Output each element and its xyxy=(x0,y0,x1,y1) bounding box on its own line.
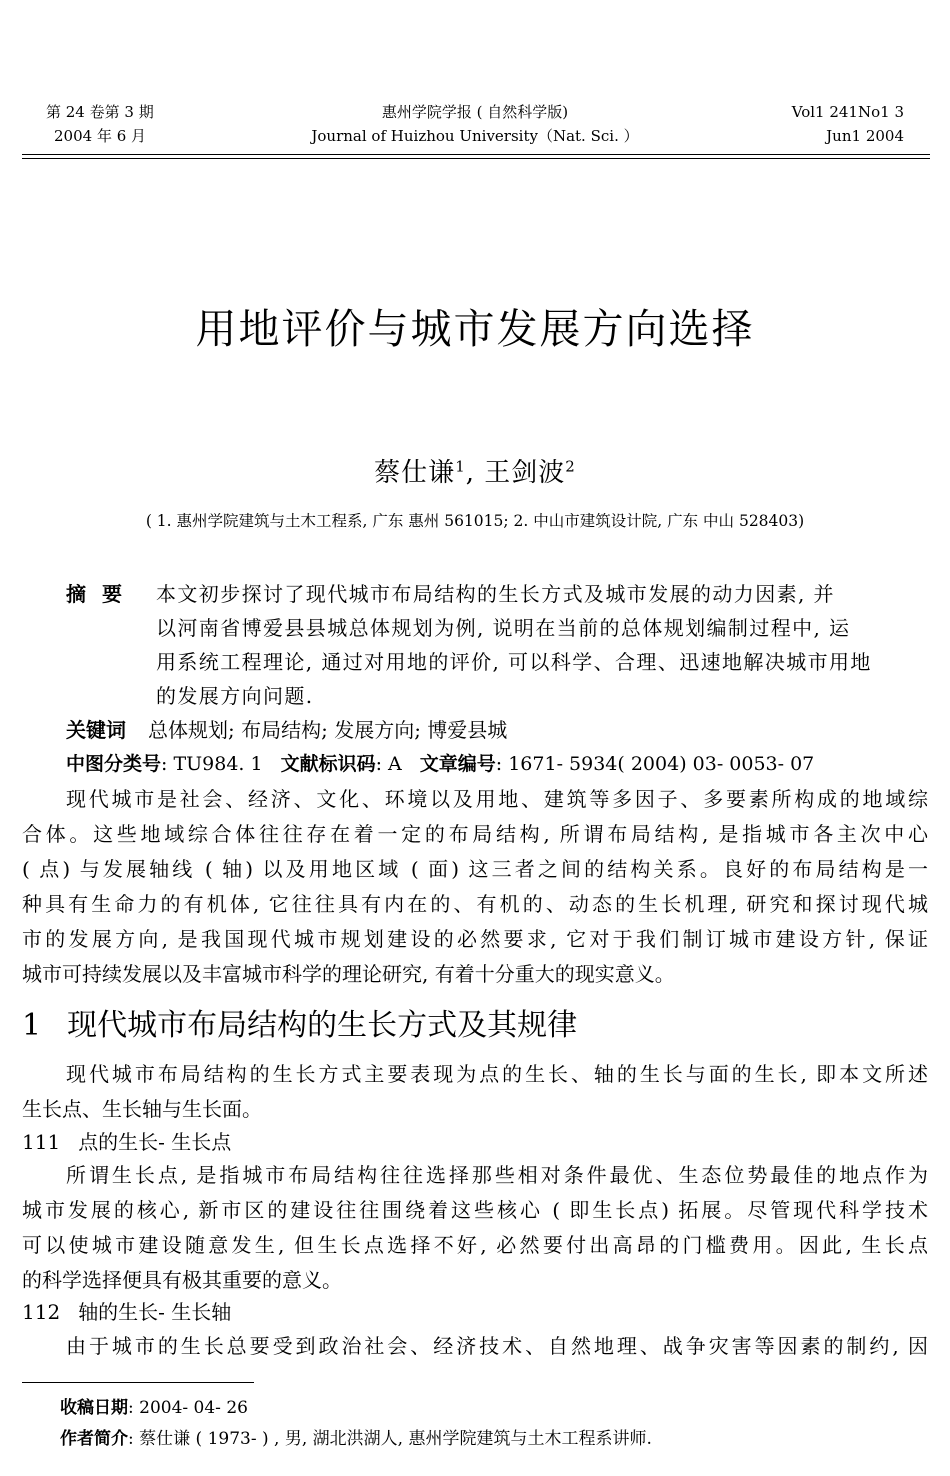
subsection-title: 点的生长- 生长点 xyxy=(78,1130,232,1154)
article-no-value: : 1671- 5934( 2004) 03- 0053- 07 xyxy=(495,753,815,775)
paper-title: 用地评价与城市发展方向选择 xyxy=(195,305,755,353)
bio-value: : 蔡仕谦 ( 1973- ) , 男, 湖北洪湖人, 惠州学院建筑与土木工程系讲师. xyxy=(128,1429,652,1449)
clc-value: : TU984. 1 xyxy=(161,753,263,775)
doc-code-value: : A xyxy=(375,753,402,775)
keywords-text: 总体规划; 布局结构; 发展方向; 博爱县城 xyxy=(148,718,508,742)
body-line: 由于城市的生长总要受到政治社会、经济技术、自然地理、战争灾害等因素的制约, 因 xyxy=(66,1334,928,1358)
subsection-heading xyxy=(22,1296,231,1325)
journal-name-en: Journal of Huizhou University（Nat. Sci. ） xyxy=(311,127,639,145)
journal-name-cn: 惠州学院学报 ( 自然科学版) xyxy=(381,103,569,121)
header-rule-thin xyxy=(22,158,930,159)
body-line: 现代城市是社会、经济、文化、环境以及用地、建筑等多因子、多要素所构成的地域综 xyxy=(66,787,928,811)
abstract-line: 本文初步探讨了现代城市布局结构的生长方式及城市发展的动力因素, 并 xyxy=(156,582,835,606)
subsection-number: 112 xyxy=(22,1300,61,1324)
abstract-label: 摘要 xyxy=(66,582,138,606)
body-line: 市的发展方向, 是我国现代城市规划建设的必然要求, 它对于我们制订城市建设方针, 保证 xyxy=(22,927,928,951)
date-cn: 2004 年 6 月 xyxy=(54,127,147,145)
body-line: ( 点) 与发展轴线 ( 轴) 以及用地区域 ( 面) 这三者之间的结构关系。良好的布局结构是一 xyxy=(22,857,928,881)
section-heading xyxy=(22,1000,577,1044)
subsection-title: 轴的生长- 生长轴 xyxy=(78,1300,232,1324)
doc-code-label: 文献标识码 xyxy=(280,753,376,775)
abstract-line: 的发展方向问题. xyxy=(156,684,314,708)
clc-label: 中图分类号 xyxy=(66,753,162,775)
keywords-label: 关键词 xyxy=(66,718,126,742)
section-number: 1 xyxy=(22,1008,42,1043)
vol-en: Vol1 241No1 3 xyxy=(791,103,904,121)
body-line: 生长点、生长轴与生长面。 xyxy=(22,1097,262,1121)
date-en: Jun1 2004 xyxy=(826,127,904,145)
abstract-line: 以河南省博爱县县城总体规划为例, 说明在当前的总体规划编制过程中, 运 xyxy=(156,616,851,640)
body-line: 城市发展的核心, 新市区的建设往往围绕着这些核心 ( 即生长点) 拓展。尽管现代科学技术 xyxy=(22,1198,928,1222)
section-title: 现代城市布局结构的生长方式及其规律 xyxy=(67,1008,578,1043)
author-1-mark: 1 xyxy=(455,457,466,476)
footnote-rule xyxy=(22,1382,254,1383)
author-1: 蔡仕谦 xyxy=(374,458,456,488)
article-no-label: 文章编号 xyxy=(419,753,496,775)
body-line: 合体。这些地域综合体往往存在着一定的布局结构, 所谓布局结构, 是指城市各主次中心 xyxy=(22,822,928,846)
received-date xyxy=(60,1393,248,1418)
received-value: : 2004- 04- 26 xyxy=(128,1398,248,1418)
bio-label: 作者简介 xyxy=(60,1429,128,1449)
author-line xyxy=(0,452,950,489)
received-label: 收稿日期 xyxy=(60,1398,128,1418)
subsection-number: 111 xyxy=(22,1130,61,1154)
author-separator: , xyxy=(465,458,485,488)
author-bio xyxy=(60,1424,652,1449)
classification-line xyxy=(66,749,814,776)
affiliation: ( 1. 惠州学院建筑与土木工程系, 广东 惠州 561015; 2. 中山市建筑设计院, 广东 中山 528403) xyxy=(145,512,805,530)
body-line: 可以使城市建设随意发生, 但生长点选择不好, 必然要付出高昂的门槛费用。因此, 生长点 xyxy=(22,1233,928,1257)
volume-issue: 第 24 卷第 3 期 xyxy=(46,103,154,121)
subsection-heading xyxy=(22,1126,231,1155)
body-line: 所谓生长点, 是指城市布局结构往往选择那些相对条件最优、生态位势最佳的地点作为 xyxy=(66,1163,928,1187)
body-line: 现代城市布局结构的生长方式主要表现为点的生长、轴的生长与面的生长, 即本文所述 xyxy=(66,1062,928,1086)
header-rule-thick xyxy=(22,154,930,155)
body-line: 城市可持续发展以及丰富城市科学的理论研究, 有着十分重大的现实意义。 xyxy=(22,962,675,986)
journal-volume-en xyxy=(792,100,904,148)
body-line: 的科学选择便具有极其重要的意义。 xyxy=(22,1268,342,1292)
author-2: 王剑波 xyxy=(484,458,566,488)
abstract-line: 用系统工程理论, 通过对用地的评价, 可以科学、合理、迅速地解决城市用地 xyxy=(156,650,872,674)
keywords xyxy=(66,714,507,743)
author-2-mark: 2 xyxy=(565,457,576,476)
body-line: 种具有生命力的有机体, 它往往具有内在的、有机的、动态的生长机理, 研究和探讨现代城 xyxy=(22,892,928,916)
